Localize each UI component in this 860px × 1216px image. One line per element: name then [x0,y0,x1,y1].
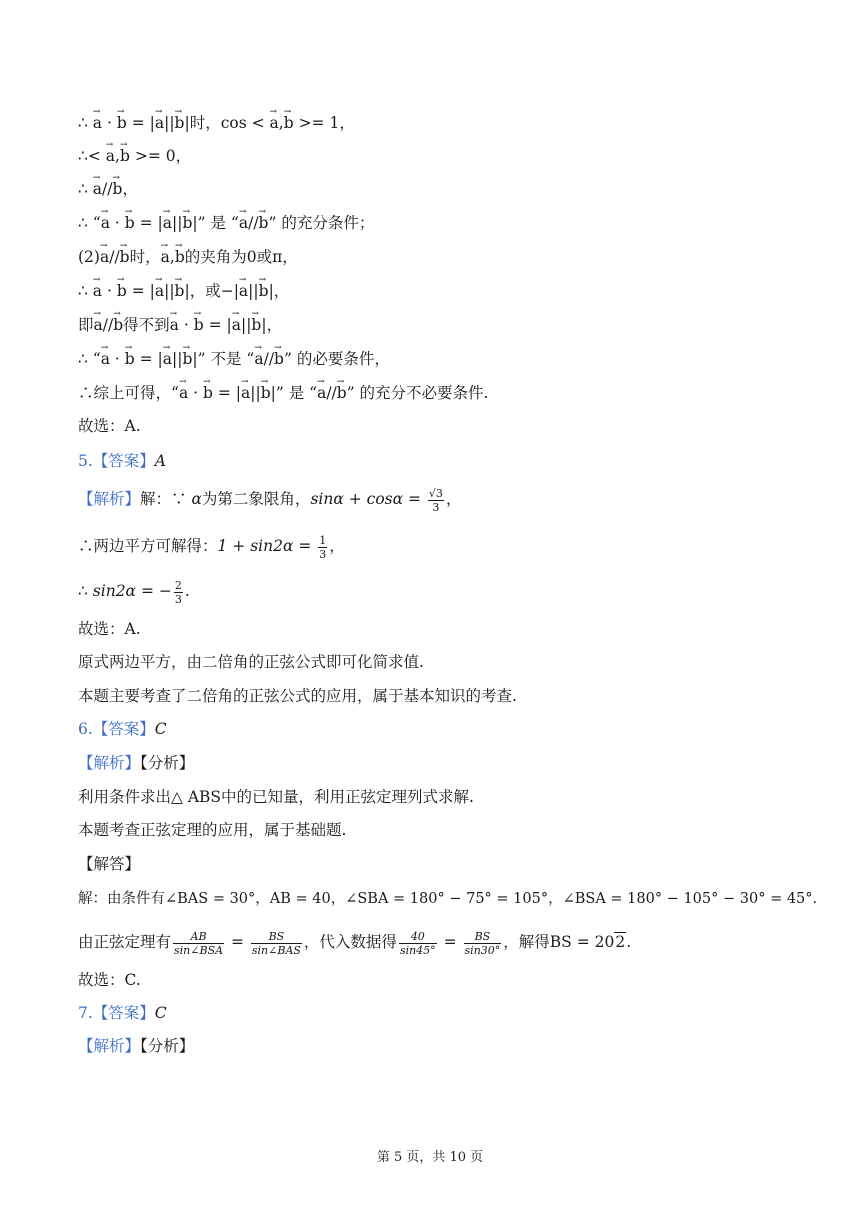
answer-heading: 7.【答案】C [78,1004,167,1022]
fraction: $\frac{BS}{\sin 30^\circ}$ [464,929,501,957]
text-line: 即→ a//→ b得不到→ a · → b = |→ a||→ b|， [78,312,282,338]
text-line: 解：由条件有∠BAS = 30°，AB = 40，∠SBA = 180° − 75° = 105°，∠BSA = 180° − 105° − 30° = 45°. [78,891,818,907]
text-line: 本题主要考查了二倍角的正弦公式的应用，属于基本知识的考查. [78,687,517,705]
text-line: ∴ sin2α = − $\frac{2}{3}$ . [78,578,190,606]
text-line: ∴ → a · → b = |→ a||→ b|时，cos < → a,→ b >= 1， [78,110,355,136]
text-line: 【解析】【分析】 [78,754,195,772]
text-line: 【解析】【分析】 [78,1037,195,1055]
text-line: ∴ → a//→ b， [78,176,138,202]
fraction: $\frac{2}{3}$ [174,578,182,606]
text-line: 利用条件求出△ ABS中的已知量，利用正弦定理列式求解. [78,788,474,806]
text-line: 【解答】 [78,855,141,873]
text-line: 故选：A. [78,620,141,638]
answer-heading: 6.【答案】C [78,720,167,738]
fraction: $\frac{1}{3}$ [319,533,327,561]
text-line: ∴综上可得，“→ a · → b = |→ a||→ b|” 是 “→ a//→ b” 的充分不必要条件. [78,380,488,406]
text-line: 原式两边平方，由二倍角的正弦公式即可化简求值. [78,653,424,671]
text-line: 由正弦定理有 $\frac{AB}{\text{sin∠BSA}}$ = $\frac{BS}{\text{sin∠BAS}}$ ，代入数据得 $\frac{40}{\sin 45^\circ}$ = $\frac{BS}{\sin 30^\circ}$ ，解得BS = 202. [78,929,632,957]
text-line: ∴ → a · → b = |→ a||→ b|，或−|→ a||→ b|， [78,278,289,304]
text-line: ∴ “→ a · → b = |→ a||→ b|” 是 “→ a//→ b” 的充分条件； [78,210,374,236]
text-line: ∴ “→ a · → b = |→ a||→ b|” 不是 “→ a//→ b” 的必要条件， [78,346,390,372]
text-line: 本题考查正弦定理的应用，属于基础题. [78,821,347,839]
fraction: $\frac{BS}{\text{sin∠BAS}}$ [251,929,301,957]
sqrt: 2 [615,933,626,951]
answer-heading: 5.【答案】A [78,452,166,470]
text-line: 【解析】解：∵ α为第二象限角，sinα + cosα = $\frac{√3}{3}$ ， [78,486,462,514]
text-line: ∴两边平方可解得：1 + sin2α = $\frac{1}{3}$ ， [78,533,345,561]
text-line: 故选：C. [78,971,141,989]
fraction: $\frac{√3}{3}$ [428,486,443,514]
fraction: $\frac{40}{\sin 45^\circ}$ [399,929,436,957]
fraction: $\frac{AB}{\text{sin∠BSA}}$ [174,929,224,957]
page-footer: 第 5 页，共 10 页 [376,1150,484,1165]
text-line: 故选：A. [78,417,141,435]
text-line: (2)→ a//→ b时，→ a,→ b的夹角为0或π， [78,244,298,270]
text-line: ∴< → a,→ b >= 0， [78,143,191,169]
